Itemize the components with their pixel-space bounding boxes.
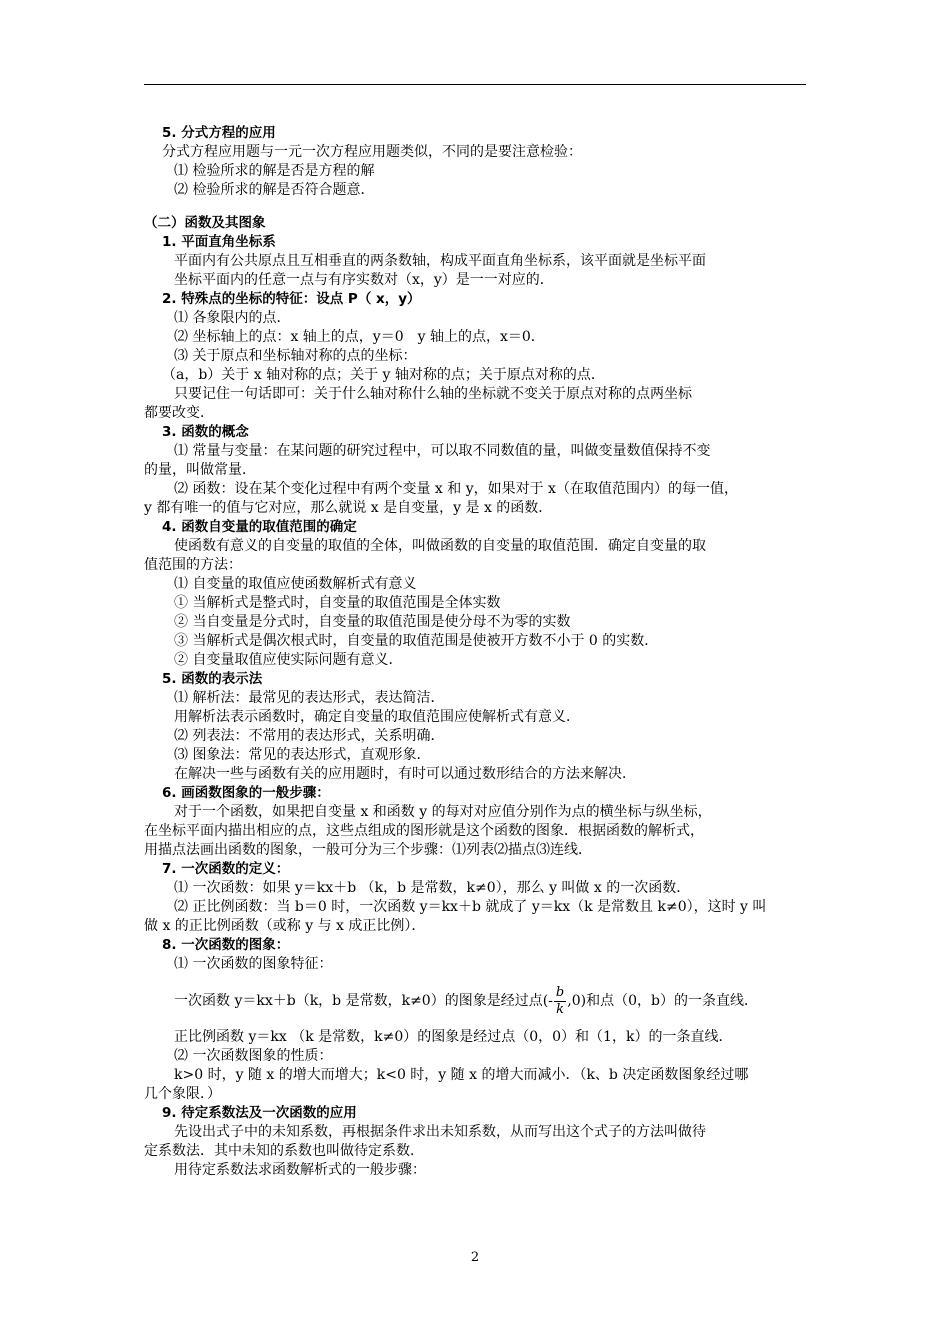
section-heading: 5. 函数的表示法 xyxy=(162,671,263,687)
text-line: ⑵ 正比例函数：当 b＝0 时，一次函数 y＝kx＋b 就成了 y＝kx（k 是常数且 k≠0），这时 y 叫 xyxy=(174,899,767,915)
section-heading: 7. 一次函数的定义： xyxy=(162,861,290,877)
linear-function-formula xyxy=(144,978,808,1024)
fraction-denominator: k xyxy=(556,1001,565,1017)
text-line: 在解决一些与函数有关的应用题时，有时可以通过数形结合的方法来解决． xyxy=(174,766,636,782)
section-gap xyxy=(144,200,808,214)
section-heading: 4. 函数自变量的取值范围的确定 xyxy=(162,519,357,535)
text-line: ⑵ 坐标轴上的点：x 轴上的点，y＝0 y 轴上的点，x＝0． xyxy=(174,329,545,345)
text-line: ⑴ 自变量的取值应使函数解析式有意义 xyxy=(174,576,417,592)
formula-text-before: 一次函数 y＝kx＋b（k，b 是常数，k≠0）的图象是经过点 xyxy=(174,992,543,1009)
text-line: 只要记住一句话即可：关于什么轴对称什么轴的坐标就不变关于原点对称的点两坐标 xyxy=(174,386,692,402)
header-rule xyxy=(144,84,806,85)
text-line: 正比例函数 y＝kx （k 是常数，k≠0）的图象是经过点（0，0）和（1，k）的一条直线． xyxy=(174,1029,733,1045)
text-line: ② 当自变量是分式时，自变量的取值范围是使分母不为零的实数 xyxy=(174,614,571,630)
text-line: 对于一个函数，如果把自变量 x 和函数 y 的每对对应值分别作为点的横坐标与纵坐标， xyxy=(174,804,712,820)
text-line: ⑴ 解析法：最常见的表达形式，表达简洁． xyxy=(174,690,445,706)
text-line: ⑴ 各象限内的点． xyxy=(174,310,291,326)
text-line: ⑴ 一次函数：如果 y＝kx＋b （k，b 是常数，k≠0），那么 y 叫做 x 的一次函数． xyxy=(174,880,691,896)
section-heading: 5. 分式方程的应用 xyxy=(162,125,276,141)
text-line: ⑶ 图象法：常见的表达形式，直观形象． xyxy=(174,747,431,763)
text-line: 用描点法画出函数的图象，一般可分为三个步骤：⑴列表⑵描点⑶连线． xyxy=(144,842,592,858)
text-line: k>0 时，y 随 x 的增大而增大；k<0 时，y 随 x 的增大而减小．（k、b 决定函数图象经过哪 xyxy=(174,1067,749,1083)
page-number: 2 xyxy=(470,1250,480,1265)
document-body xyxy=(144,124,808,1180)
fraction-numerator: b xyxy=(555,984,565,1000)
text-line: ⑴ 一次函数的图象特征： xyxy=(174,956,333,972)
section-heading: （二）函数及其图象 xyxy=(144,215,266,231)
text-line: 用待定系数法求函数解析式的一般步骤： xyxy=(174,1162,426,1178)
text-line: ⑵ 检验所求的解是否符合题意． xyxy=(174,182,375,198)
text-line: ① 当解析式是整式时，自变量的取值范围是全体实数 xyxy=(174,595,501,611)
text-line: ⑴ 检验所求的解是否是方程的解 xyxy=(174,163,375,179)
text-line: ③ 当解析式是偶次根式时，自变量的取值范围是使被开方数不小于 0 的实数． xyxy=(174,633,659,649)
text-line: 先设出式子中的未知系数，再根据条件求出未知系数，从而写出这个式子的方法叫做待 xyxy=(174,1124,706,1140)
text-line: 几个象限．） xyxy=(144,1086,221,1102)
text-line: 坐标平面内的任意一点与有序实数对（x，y）是一一对应的． xyxy=(174,272,554,288)
text-line: 分式方程应用题与一元一次方程应用题类似，不同的是要注意检验： xyxy=(162,144,582,160)
text-line: ② 自变量取值应使实际问题有意义． xyxy=(174,652,403,668)
section-heading: 2. 特殊点的坐标的特征：设点 P（ x，y） xyxy=(162,291,421,307)
text-line: y 都有唯一的值与它对应，那么就说 x 是自变量，y 是 x 的函数． xyxy=(144,500,553,516)
text-line: 做 x 的正比例函数（或称 y 与 x 成正比例）． xyxy=(144,918,426,934)
text-line: 定系数法．其中未知的系数也叫做待定系数． xyxy=(144,1143,424,1159)
text-line: ⑶ 关于原点和坐标轴对称的点的坐标： xyxy=(174,348,417,364)
formula-close: ,0) xyxy=(567,992,587,1009)
section-heading: 9. 待定系数法及一次函数的应用 xyxy=(162,1105,357,1121)
text-line: ⑵ 函数：设在某个变化过程中有两个变量 x 和 y，如果对于 x（在取值范围内）的每一值， xyxy=(174,481,738,497)
text-line: 平面内有公共原点且互相垂直的两条数轴，构成平面直角坐标系，该平面就是坐标平面 xyxy=(174,253,706,269)
formula-open: (- xyxy=(542,992,553,1009)
text-line: ⑵ 列表法：不常用的表达形式，关系明确． xyxy=(174,728,445,744)
section-heading: 3. 函数的概念 xyxy=(162,424,249,440)
text-line: （a，b）关于 x 轴对称的点；关于 y 轴对称的点；关于原点对称的点． xyxy=(162,367,605,383)
section-heading: 1. 平面直角坐标系 xyxy=(162,234,276,250)
text-line: 在坐标平面内描出相应的点，这些点组成的图形就是这个函数的图象．根据函数的解析式， xyxy=(144,823,704,839)
section-heading: 6. 画函数图象的一般步骤： xyxy=(162,785,330,801)
text-line: 的量，叫做常量． xyxy=(144,462,256,478)
fraction-b-over-k xyxy=(554,985,566,1018)
text-line: 使函数有意义的自变量的取值的全体，叫做函数的自变量的取值范围．确定自变量的取 xyxy=(174,538,706,554)
section-heading: 8. 一次函数的图象： xyxy=(162,937,290,953)
formula-text-after: 和点（0，b）的一条直线． xyxy=(586,992,758,1009)
text-line: ⑵ 一次函数图象的性质： xyxy=(174,1048,333,1064)
text-line: 用解析法表示函数时，确定自变量的取值范围应使解析式有意义． xyxy=(174,709,580,725)
text-line: 值范围的方法： xyxy=(144,557,242,573)
text-line: ⑴ 常量与变量：在某问题的研究过程中，可以取不同数值的量，叫做变量数值保持不变 xyxy=(174,443,711,459)
text-line: 都要改变． xyxy=(144,405,214,421)
